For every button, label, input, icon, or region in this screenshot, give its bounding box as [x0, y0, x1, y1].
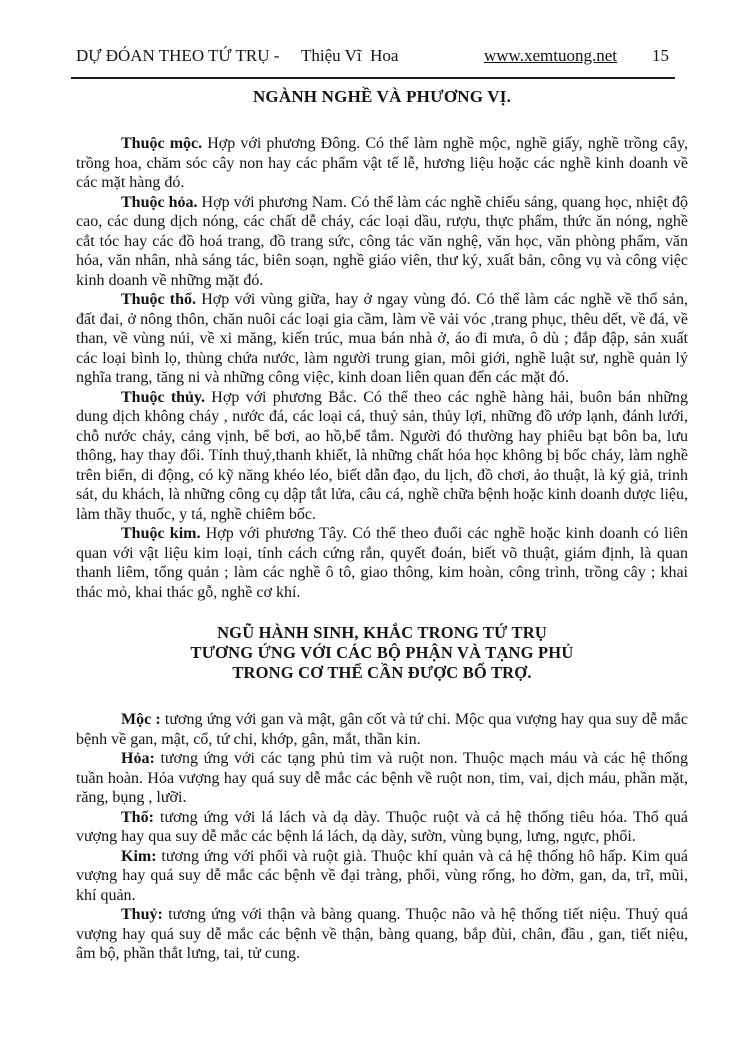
page-number: 15 — [652, 46, 669, 65]
paragraph-lead: Hỏa: — [121, 750, 155, 767]
paragraph-lead: Thuộc mộc. — [121, 135, 203, 152]
paragraph-tho — [76, 808, 688, 847]
paragraph-thuoc-tho — [76, 290, 688, 388]
book-title: DỰ ĐÓAN THEO TỨ TRỤ - — [76, 46, 280, 65]
section2-title-line2: TƯƠNG ỨNG VỚI CÁC BỘ PHẬN VÀ TẠNG PHỦ — [190, 643, 574, 662]
paragraph-text: tương ứng với lá lách và dạ dày. Thuộc ruột và cả hệ thống tiêu hóa. Thổ quá vượng hay qua suy dễ mắc các bệnh lá lách, dạ dày, sườn, vùng bụng, lưng, ngực, phổi. — [76, 808, 688, 845]
paragraph-lead: Thổ: — [121, 808, 154, 826]
paragraph-text: Hợp với phương Tây. Có thể theo đuổi các nghề hoặc kinh doanh có liên quan với vật liệu kim loại, tính cách cứng rắn, quyết đoán, biết võ thuật, giám định, là quan thanh liêm, tổng quản ; làm các nghề ô tô, giao thông, kim hoàn, công trình, trồng cây ; khai thác mỏ, khai thác gỗ, nghề cơ khí. — [76, 525, 689, 601]
paragraph-lead: Kim: — [121, 847, 157, 865]
section2-title-line3: TRONG CƠ THỂ CẦN ĐƯỢC BỔ TRỢ. — [232, 663, 532, 682]
paragraph-kim — [76, 847, 688, 906]
paragraph-lead: Mộc : — [121, 711, 161, 728]
author-name: Thiệu Vĩ Hoa — [301, 46, 399, 65]
paragraph-text: Hợp với phương Bắc. Có thể theo các nghề hàng hải, buôn bán những dung dịch không cháy , nước đá, các loại cá, thuỷ sản, thủy lợi, những đồ ướp lạnh, đánh lưới, chỗ nước chảy, cảng vịnh, bể bơi, ao hồ,bể tắm. Người đó thường hay phiêu bạt bôn ba, lưu thông, hay thay đổi. Tính thuỷ,thanh khiết, là những chất hóa học không bị bốc cháy, làm nghề trên biển, di động, có kỹ năng khéo léo, biết dẫn đạo, du lịch, đồ chơi, ảo thuật, là ký giả, trinh sát, du khách, là những công cụ dập tắt lửa, câu cá, nghề chữa bệnh hoặc kinh doanh dược liệu, làm thầy thuốc, y tá, nghề chiêm bốc. — [76, 388, 688, 523]
paragraph-moc — [76, 710, 688, 749]
section1-title: NGÀNH NGHỀ VÀ PHƯƠNG VỊ. — [252, 87, 512, 106]
paragraph-thuy — [76, 905, 688, 964]
paragraph-text: Hợp với phương Đông. Có thể làm nghề mộc, nghề giấy, nghề trồng cây, trồng hoa, chăm sóc cây non hay các phẩm vật tế lễ, hương liệu hoặc các nghề kinh doanh về các mặt hàng đó. — [76, 135, 688, 191]
paragraph-lead: Thuỷ: — [121, 906, 163, 923]
website-link[interactable]: www.xemtuong.net — [484, 46, 617, 65]
paragraph-text: Hợp với phương Nam. Có thể làm các nghề chiếu sáng, quang học, nhiệt độ cao, các dung dịch nóng, các chất dễ cháy, các loại dầu, rượu, thực phẩm, thức ăn nóng, nghề cắt tóc hay các đồ hoá trang, đồ trang sức, công tác văn nghệ, văn học, văn phòng phẩm, văn hóa, văn nhân, nhà sáng tác, biên soạn, nghề giáo viên, thư ký, xuất bản, công vụ và công việc kinh doanh về những mặt đó. — [76, 193, 689, 289]
paragraph-thuoc-moc — [76, 134, 688, 193]
section2-title-line1: NGŨ HÀNH SINH, KHẮC TRONG TỨ TRỤ — [217, 623, 547, 642]
paragraph-lead: Thuộc hỏa. — [121, 193, 198, 211]
paragraph-text: tương ứng với gan và mật, gân cốt và tứ chi. Mộc qua vượng hay qua suy dễ mắc bệnh về gan, mật, cổ, tứ chi, khớp, gân, mắt, thần kin. — [76, 711, 688, 748]
paragraph-text: tương ứng với phổi và ruột già. Thuộc khí quản và cả hệ thống hô hấp. Kim quá vượng hay quá suy dễ mắc các bệnh về đại tràng, phổi, vùng rống, ho đờm, gan, da, trĩ, mũi, khí quản. — [76, 847, 688, 904]
paragraph-thuoc-thuy — [76, 388, 688, 525]
paragraph-thuoc-kim — [76, 524, 688, 602]
page-content — [76, 78, 688, 964]
paragraph-lead: Thuộc kim. — [121, 525, 201, 542]
paragraph-hoa — [76, 749, 688, 808]
paragraph-text: tương ứng với các tạng phủ tim và ruột non. Thuộc mạch máu và các hệ thống tuần hoàn. Hỏa vượng hay quá suy dễ mắc các bệnh về ruột non, tim, vai, dịch máu, phần mặt, răng, bụng , lưỡi. — [76, 750, 688, 806]
paragraph-thuoc-hoa — [76, 193, 688, 291]
paragraph-lead: Thuộc thổ. — [121, 291, 197, 308]
paragraph-lead: Thuộc thủy. — [121, 388, 206, 406]
page-header — [0, 0, 744, 78]
paragraph-text: tương ứng với thận và bàng quang. Thuộc não và hệ thống tiết niệu. Thuỷ quá vượng hay quá suy dễ mắc các bệnh về thận, bàng quang, bắp đùi, chân, đầu , gan, tiết niệu, âm bộ, phần thắt lưng, tai, tử cung. — [76, 906, 688, 962]
section2-title — [76, 623, 688, 683]
paragraph-text: Hợp với vùng giữa, hay ở ngay vùng đó. Có thể làm các nghề về thổ sản, đất đai, ở nông thôn, chăn nuôi các loại gia cầm, làm về vải vóc ,trang phục, thêu dết, về đá, về than, về vùng núi, về xi măng, kiến trúc, mua bán nhà ở, áo đi mưa, ô dù ; đắp đập, sản xuất các loại bình lọ, thùng chứa nước, làm người trung gian, môi giới, nghề luật sư, nghề quản lý nghĩa trang, tăng ni và những công việc, kinh doan liên quan đến các mặt đó. — [76, 291, 689, 386]
